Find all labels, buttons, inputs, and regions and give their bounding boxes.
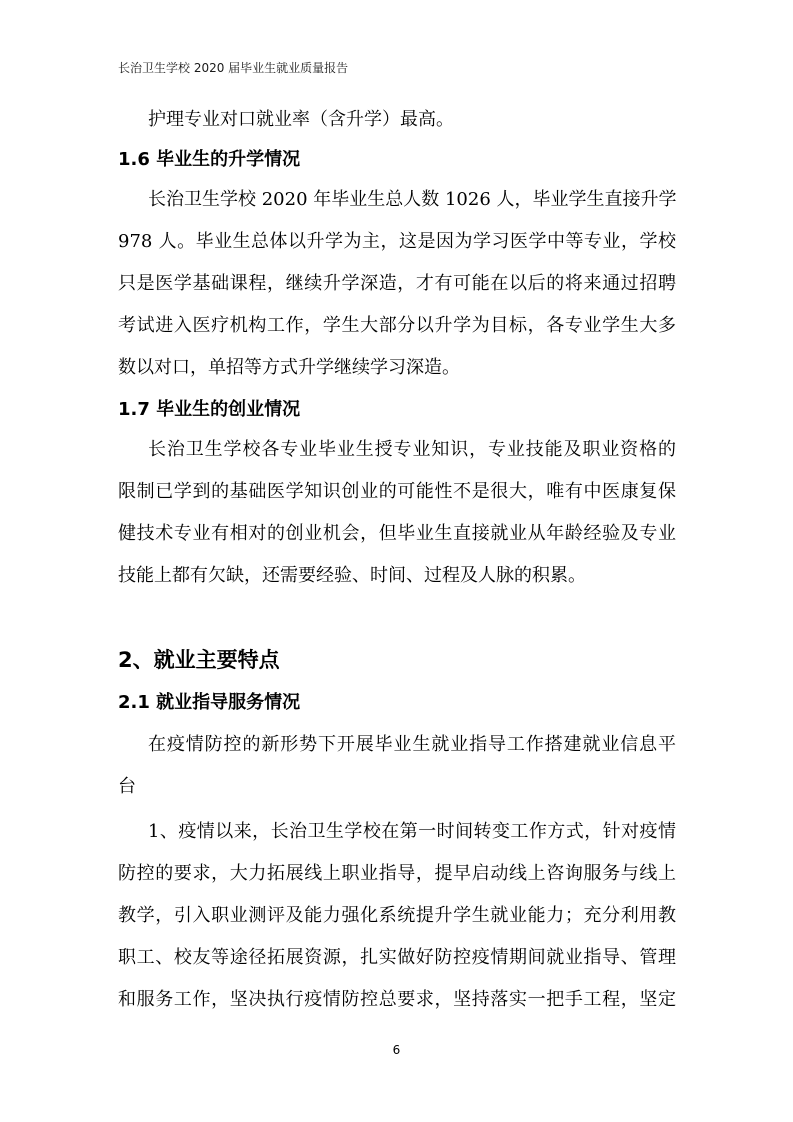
paragraph-line: 和服务工作，坚决执行疫情防控总要求，坚持落实一把手工程，坚定	[118, 989, 676, 1010]
paragraph-line: 考试进入医疗机构工作，学生大部分以升学为目标，各专业学生大多	[118, 315, 676, 336]
page-number: 6	[392, 1043, 401, 1057]
section-heading-2-1: 2.1 就业指导服务情况	[118, 692, 301, 713]
chapter-heading-2: 2、就业主要特点	[118, 648, 280, 672]
paragraph-line: 职工、校友等途径拓展资源，扎实做好防控疫情期间就业指导、管理	[118, 947, 676, 968]
paragraph-line: 限制已学到的基础医学知识创业的可能性不是很大，唯有中医康复保	[118, 481, 676, 502]
paragraph-line: 只是医学基础课程，继续升学深造，才有可能在以后的将来通过招聘	[118, 273, 676, 294]
section-heading-1-7: 1.7 毕业生的创业情况	[118, 399, 301, 420]
paragraph-line: 1、疫情以来，长治卫生学校在第一时间转变工作方式，针对疫情	[148, 821, 676, 842]
paragraph-line: 数以对口，单招等方式升学继续学习深造。	[118, 357, 460, 378]
paragraph-line: 技能上都有欠缺，还需要经验、时间、过程及人脉的积累。	[118, 565, 586, 586]
paragraph-line: 978 人。毕业生总体以升学为主，这是因为学习医学中等专业，学校	[118, 231, 676, 252]
page-header-title: 长治卫生学校 2020 届毕业生就业质量报告	[118, 61, 349, 75]
paragraph-line: 防控的要求，大力拓展线上职业指导，提早启动线上咨询服务与线上	[118, 863, 676, 884]
paragraph-line: 健技术专业有相对的创业机会，但毕业生直接就业从年龄经验及专业	[118, 523, 676, 544]
paragraph-line: 护理专业对口就业率（含升学）最高。	[148, 109, 454, 130]
paragraph-line: 在疫情防控的新形势下开展毕业生就业指导工作搭建就业信息平	[148, 734, 676, 755]
paragraph-line: 教学，引入职业测评及能力强化系统提升学生就业能力；充分利用教	[118, 905, 676, 926]
paragraph-line: 长治卫生学校 2020 年毕业生总人数 1026 人，毕业学生直接升学	[148, 189, 677, 210]
section-heading-1-6: 1.6 毕业生的升学情况	[118, 149, 301, 170]
paragraph-line: 长治卫生学校各专业毕业生授专业知识，专业技能及职业资格的	[148, 439, 676, 460]
paragraph-line: 台	[118, 776, 136, 797]
